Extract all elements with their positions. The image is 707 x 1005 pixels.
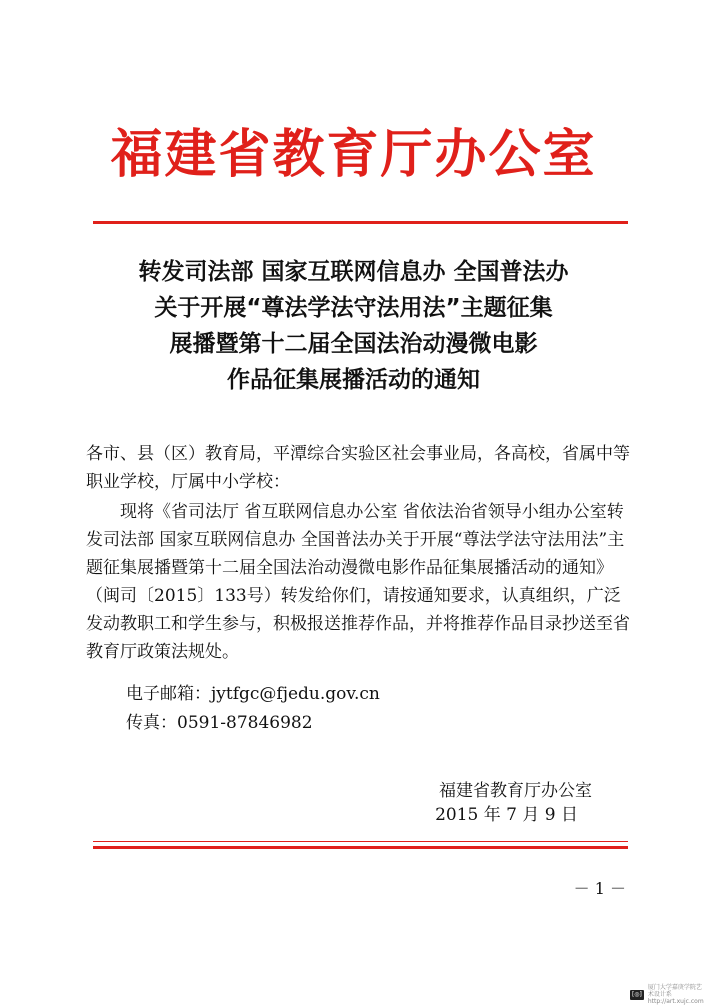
title-line-3: 展播暨第十二届全国法治动漫微电影 [169, 331, 538, 357]
footer-thick-rule [93, 846, 628, 849]
page-number: － 1 － [573, 879, 626, 898]
watermark [630, 984, 707, 1005]
document-title [70, 254, 637, 398]
footer-thin-rule [93, 841, 628, 842]
watermark-text-2: http://art.xujc.com [647, 998, 704, 1005]
signature-date: 2015 年 7 月 9 日 [435, 805, 578, 825]
letterhead-title: 福建省教育厅办公室 [110, 125, 597, 185]
contact-email: 电子邮箱：jytfgc@fjedu.gov.cn [126, 684, 380, 704]
watermark-logo-icon: [◎] [631, 990, 642, 998]
watermark-text-1: 厦门大学嘉庚学院艺术设计系 [647, 984, 702, 998]
body-paragraph: 现将《省司法厅 省互联网信息办公室 省依法治省领导小组办公室转发司法部 国家互联网信息办 全国普法办关于开展“尊法学法守法用法”主题征集展播暨第十二届全国法治动漫微电影作品征集展播活动的通知》（闽司〔2015〕133号）转发给你们，请按通知要求，认真组织，广泛发动教职工和学生参与，积极报送推荐作品，并将推荐作品目录抄送至省教育厅政策法规处。 [86, 502, 630, 662]
title-line-1: 转发司法部 国家互联网信息办 全国普法办 [138, 259, 569, 285]
title-line-4: 作品征集展播活动的通知 [227, 367, 480, 393]
salutation: 各市、县（区）教育局，平潭综合实验区社会事业局，各高校，省属中等职业学校，厅属中小学校： [86, 444, 630, 492]
signature-organization: 福建省教育厅办公室 [439, 781, 592, 801]
letterhead-red-rule [93, 221, 628, 224]
title-line-2: 关于开展“尊法学法守法用法”主题征集 [154, 295, 553, 321]
contact-fax: 传真：0591-87846982 [126, 713, 313, 733]
